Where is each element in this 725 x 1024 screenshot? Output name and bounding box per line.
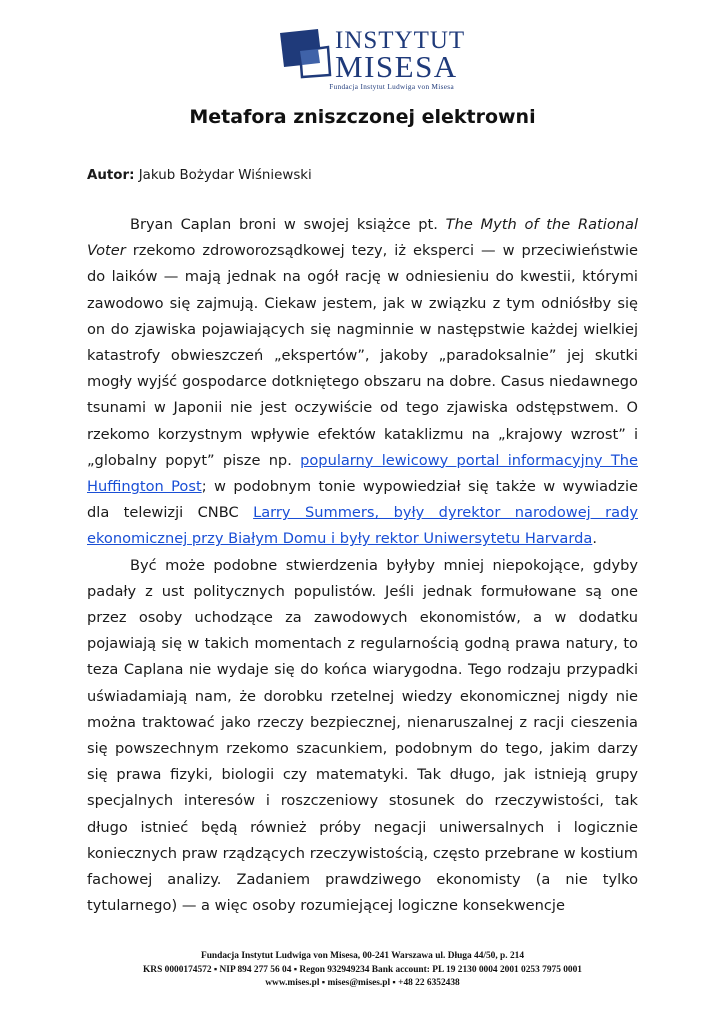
paragraph-2: Być może podobne stwierdzenia byłyby mniej niepokojące, gdyby padały z ust politycznych populistów. Jeśli jednak formułowane są one przez osoby uchodzące za zawodowych ekonomistów, a w dodatku pojawiają się w takich momentach z regularnością godną prawa natury, to teza Caplana nie wydaje się do końca wiarygodna. Tego rodzaju przypadki uświadamiają nam, że dorobku rzetelnej wiedzy ekonomicznej nigdy nie można traktować jako rzeczy bezpiecznej, nienaruszalnej z racji cieszenia się powszechnym rzekomo szacunkiem, podobnym do tego, jakim darzy się prawa fizyki, biologii czy matematyki. Tak długo, jak istnieją grupy specjalnych interesów i roszczeniowy stosunek do rzeczywistości, tak długo istnieć będą również próby negacji uniwersalnych i logicznie koniecznych praw rządzących rzeczywistością, często przebrane w kostium fachowej analizy. Zadaniem prawdziwego ekonomisty (a nie tylko tytularnego) — a więc osoby rozumiejącej logiczne konsekwencje — [87, 556, 638, 915]
article-body — [87, 212, 638, 919]
page-title: Metafora zniszczonej elektrowni — [189, 106, 536, 128]
p1-text-1: Bryan Caplan broni w swojej książce pt. — [130, 216, 446, 233]
paragraph-1 — [87, 212, 638, 553]
logo-word-misesa: MISESA — [335, 49, 458, 84]
institute-logo — [278, 27, 466, 95]
logo-tagline: Fundacja Instytut Ludwiga von Misesa — [329, 83, 454, 91]
larry-summers-link[interactable]: Larry Summers, były dyrektor narodowej rady ekonomicznej przy Białym Domu i były rektor Uniwersytetu Harvarda — [87, 504, 638, 548]
p1-text-2: rzekomo zdroworozsądkowej tezy, iż eksperci — w przeciwieństwie do laików — mają jednak na ogół rację w odniesieniu do kwestii, którymi zawodowo się zajmują. Ciekaw jestem, jak w związku z tym odniósłby się on do zjawiska pojawiających się nagminnie w następstwie każdej wielkiej katastrofy obwieszczeń „ekspertów”, jakoby „paradoksalnie” jej skutki mogły wyjść gospodarce dotkniętego obszaru na dobre. Casus niedawnego tsunami w Japonii nie jest oczywiście od tego zjawiska odstępstwem. O rzekomo korzystnym wpływie efektów kataklizmu na „krajowy wzrost” i „globalny popyt” pisze np. — [87, 242, 638, 469]
footer-address: Fundacja Instytut Ludwiga von Misesa, 00-241 Warszawa ul. Długa 44/50, p. 214 — [200, 951, 525, 961]
p1-text-4: . — [592, 530, 597, 548]
page-footer — [0, 950, 725, 991]
author-line — [87, 168, 312, 183]
footer-contact: www.mises.pl ▪ mises@mises.pl ▪ +48 22 6352438 — [265, 978, 460, 989]
book-title: The Myth of the Rational Voter — [87, 216, 638, 260]
footer-registry: KRS 0000174572 ▪ NIP 894 277 56 04 ▪ Regon 932949234 Bank account: PL 19 2130 0004 2001 0253 7975 0001 — [143, 964, 582, 975]
logo-word-instytut: INSTYTUT — [335, 27, 466, 54]
p1-text-3: ; w podobnym tonie wypowiedział się także w wywiadzie dla telewizji CNBC — [87, 478, 638, 522]
huffington-post-link[interactable]: popularny lewicowy portal informacyjny The Huffington Post — [87, 451, 638, 496]
logo-emblem-icon — [278, 27, 332, 79]
author-name: Jakub Bożydar Wiśniewski — [138, 168, 312, 183]
author-label: Autor: — [87, 168, 135, 183]
